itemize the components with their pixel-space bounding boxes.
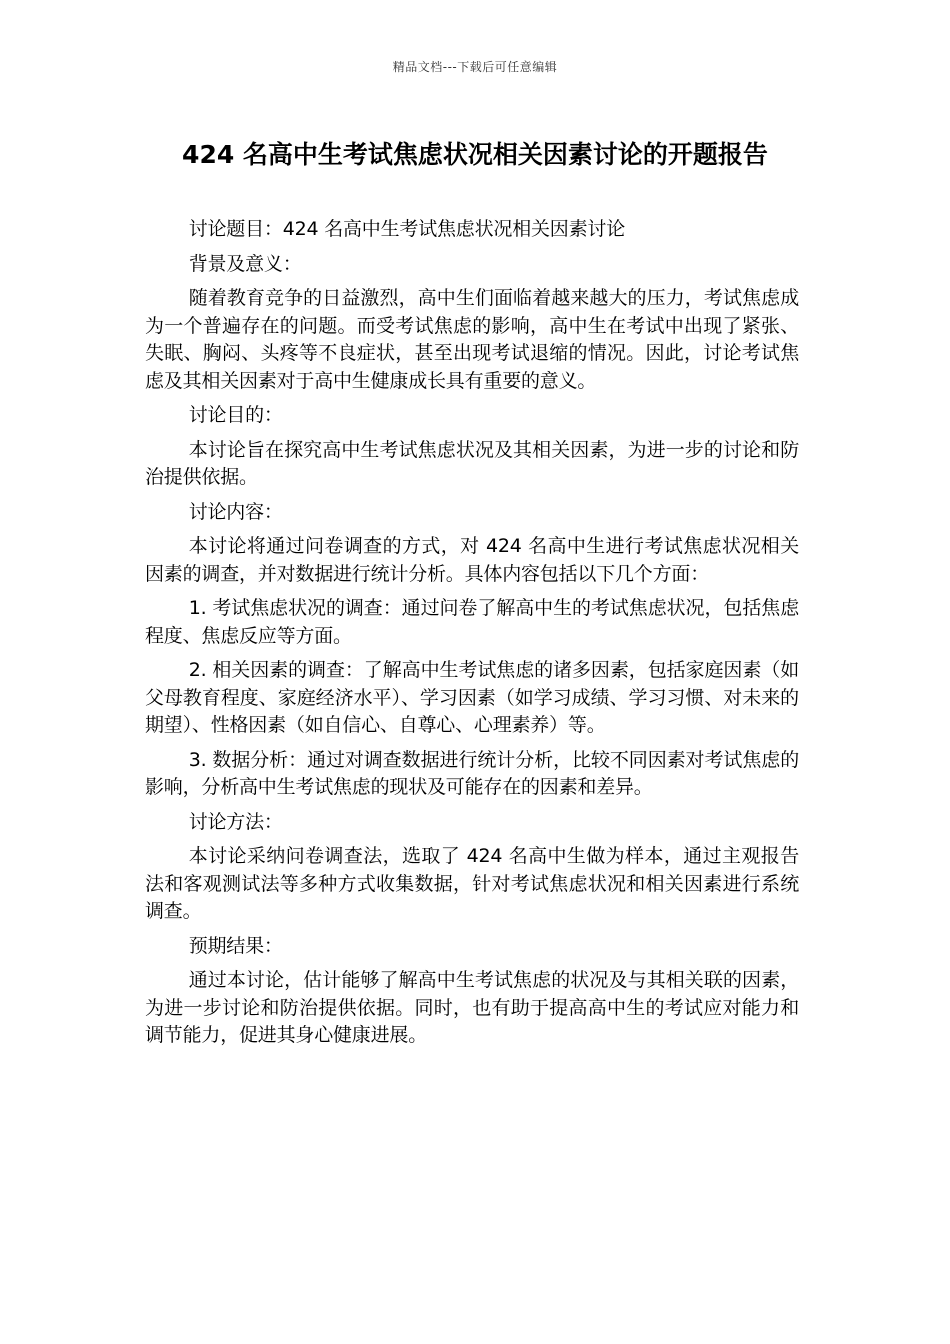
paragraph-background: 随着教育竞争的日益激烈，高中生们面临着越来越大的压力，考试焦虑成为一个普遍存在的问题。而受考试焦虑的影响，高中生在考试中出现了紧张、失眠、胸闷、头疼等不良症状，甚至出现考试退缩的情况。因此，讨论考试焦虑及其相关因素对于高中生健康成长具有重要的意义。	[145, 287, 799, 392]
paragraph-method: 本讨论采纳问卷调查法，选取了 424 名高中生做为样本，通过主观报告法和客观测试法等多种方式收集数据，针对考试焦虑状况和相关因素进行系统调查。	[145, 845, 799, 922]
section-heading-content: 讨论内容：	[188, 500, 283, 523]
topic-line: 讨论题目：424 名高中生考试焦虑状况相关因素讨论	[188, 218, 625, 240]
section-heading-purpose: 讨论目的：	[188, 404, 283, 426]
list-item-2: 2. 相关因素的调查：了解高中生考试焦虑的诸多因素，包括家庭因素（如父母教育程度、家庭经济水平）、学习因素（如学习成绩、学习习惯、对未来的期望）、性格因素（如自信心、自尊心、心理素养）等。	[145, 659, 799, 736]
document-title: 424 名高中生考试焦虑状况相关因素讨论的开题报告	[182, 140, 768, 169]
list-item-3: 3. 数据分析：通过对调查数据进行统计分析，比较不同因素对考试焦虑的影响，分析高中生考试焦虑的现状及可能存在的因素和差异。	[145, 748, 799, 798]
section-heading-results: 预期结果：	[188, 934, 283, 957]
section-heading-method: 讨论方法：	[188, 810, 283, 833]
paragraph-content-intro: 本讨论将通过问卷调查的方式，对 424 名高中生进行考试焦虑状况相关因素的调查，并对数据进行统计分析。具体内容包括以下几个方面：	[145, 535, 799, 585]
paragraph-purpose: 本讨论旨在探究高中生考试焦虑状况及其相关因素，为进一步的讨论和防治提供依据。	[145, 438, 799, 488]
list-item-1: 1. 考试焦虑状况的调查：通过问卷了解高中生的考试焦虑状况，包括焦虑程度、焦虑反应等方面。	[145, 597, 799, 647]
header-watermark: 精品文档---下载后可任意编辑	[392, 60, 558, 74]
section-heading-background: 背景及意义：	[188, 252, 302, 275]
document-body	[145, 216, 799, 1057]
paragraph-results: 通过本讨论，估计能够了解高中生考试焦虑的状况及与其相关联的因素，为进一步讨论和防治提供依据。同时，也有助于提高高中生的考试应对能力和调节能力，促进其身心健康进展。	[145, 969, 799, 1046]
